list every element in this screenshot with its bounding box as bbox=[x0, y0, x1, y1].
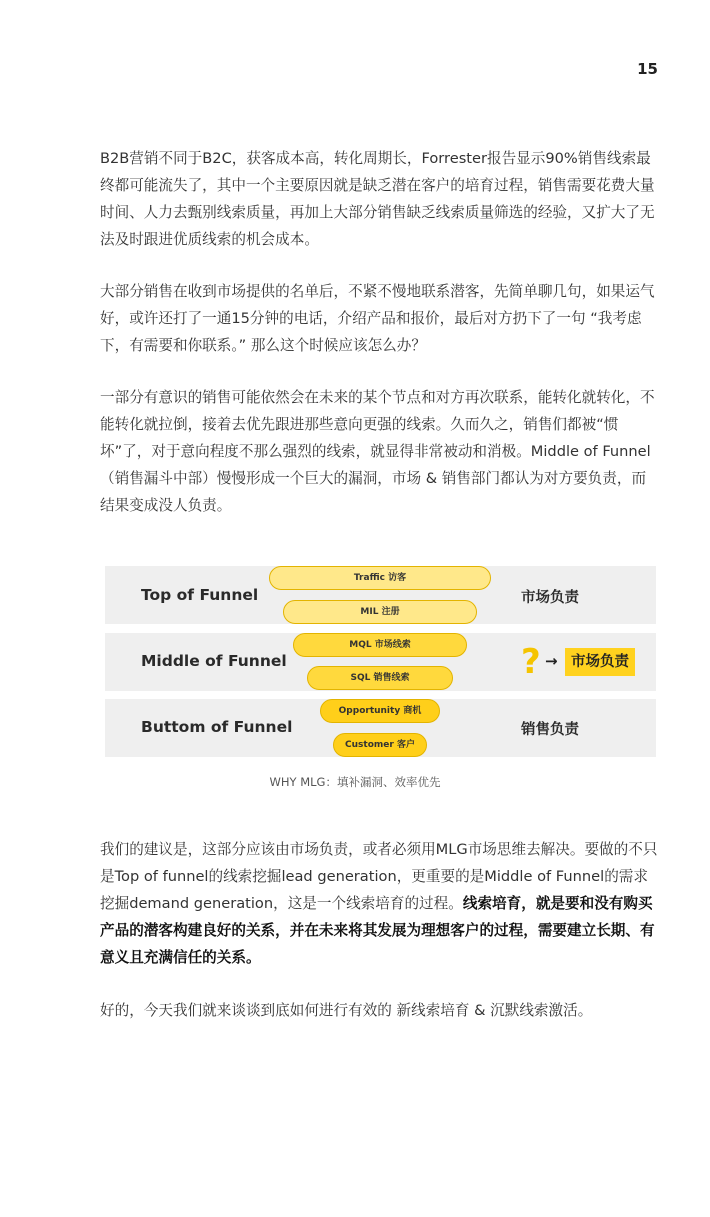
figure-caption: WHY MLG：填补漏洞、效率优先 bbox=[269, 775, 441, 789]
arrow-right-icon: → bbox=[545, 652, 558, 670]
paragraph-4-normal: 我们的建议是，这部分应该由市场负责，或者必须用MLG市场思维去解决。要做的不只是Top of funnel的线索挖掘lead generation，更重要的是Middle of Funnel的需求挖掘demand generation，这是一个线索培育的过程。 bbox=[100, 841, 658, 912]
page-number: 15 bbox=[637, 60, 658, 78]
middle-owner-label: 市场负责 bbox=[565, 648, 635, 676]
funnel-stage-mql: MQL 市场线索 bbox=[293, 633, 467, 657]
middle-of-funnel-label: Middle of Funnel bbox=[141, 652, 287, 670]
bottom-owner-label: 销售负责 bbox=[521, 722, 579, 738]
paragraph-1: B2B营销不同于B2C，获客成本高，转化周期长，Forrester报告显示90%销售线索最终都可能流失了，其中一个主要原因就是缺乏潜在客户的培育过程，销售需要花费大量时间、人力去甄别线索质量，再加上大部分销售缺乏线索质量筛选的经验，又扩大了无法及时跟进优质线索的机会成本。 bbox=[100, 150, 655, 248]
paragraph-3: 一部分有意识的销售可能依然会在未来的某个节点和对方再次联系，能转化就转化，不能转化就拉倒，接着去优先跟进那些意向更强的线索。久而久之，销售们都被“惯坏”了，对于意向程度不那么强烈的线索，就显得非常被动和消极。Middle of Funnel（销售漏斗中部）慢慢形成一个巨大的漏洞，市场 & 销售部门都认为对方要负责，而结果变成没人负责。 bbox=[100, 389, 655, 514]
paragraph-2: 大部分销售在收到市场提供的名单后，不紧不慢地联系潜客，先简单聊几句，如果运气好，或许还打了一通15分钟的电话，介绍产品和报价，最后对方扔下了一句 “我考虑下，有需要和你联系。” 那么这个时候应该怎么办？ bbox=[100, 283, 655, 354]
funnel-stage-mil: MIL 注册 bbox=[283, 600, 477, 624]
funnel-stage-opportunity: Opportunity 商机 bbox=[320, 699, 440, 723]
funnel-stage-customer: Customer 客户 bbox=[333, 733, 427, 757]
top-owner-label: 市场负责 bbox=[521, 590, 579, 606]
question-mark-icon: ? bbox=[521, 642, 541, 682]
funnel-diagram bbox=[105, 566, 656, 758]
paragraph-5: 好的，今天我们就来谈谈到底如何进行有效的 新线索培育 & 沉默线索激活。 bbox=[100, 1002, 593, 1019]
bottom-of-funnel-label: Buttom of Funnel bbox=[141, 718, 293, 736]
paragraph-4 bbox=[100, 836, 660, 971]
paragraph-4-bold: 线索培育，就是要和没有购买产品的潜客构建良好的关系，并在未来将其发展为理想客户的过程，需要建立长期、有意义且充满信任的关系。 bbox=[100, 895, 655, 966]
top-of-funnel-label: Top of Funnel bbox=[141, 586, 259, 604]
funnel-stage-traffic: Traffic 访客 bbox=[269, 566, 491, 590]
funnel-stage-sql: SQL 销售线索 bbox=[307, 666, 453, 690]
